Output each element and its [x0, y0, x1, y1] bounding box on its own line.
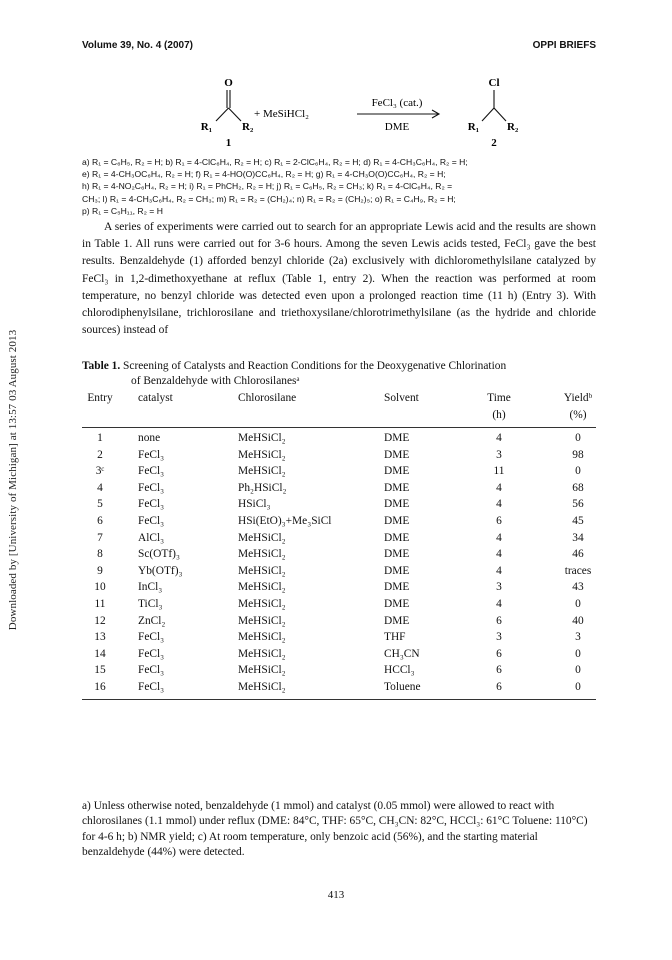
table-row — [82, 615, 596, 632]
cell-catalyst: TiCl₃ — [138, 597, 163, 610]
cell-chlorosilane: MeHSiCl₂ — [238, 680, 286, 693]
cell-entry: 16 — [94, 680, 106, 693]
cell-chlorosilane: MeHSiCl₂ — [238, 664, 286, 677]
cell-solvent: DME — [384, 465, 410, 478]
cell-yield: 3 — [575, 631, 581, 644]
bond-r1 — [216, 108, 229, 121]
cell-yield: 40 — [572, 614, 584, 627]
cell-solvent: DME — [384, 514, 410, 527]
cell-time: 4 — [496, 531, 502, 544]
substituent-line: a) R₁ = C₆H₅, R₂ = H; b) R₁ = 4-ClC₆H₄, R₂ = H; c) R₁ = 2-ClC₆H₄, R₂ = H; d) R₁ = 4-CH₃C₆H₄, R₂ = H; — [82, 157, 468, 167]
header-entry: Entry — [87, 392, 113, 404]
cell-solvent: THF — [384, 631, 406, 644]
cell-chlorosilane: MeHSiCl₂ — [238, 465, 286, 478]
cell-time: 11 — [493, 465, 505, 478]
cell-time: 6 — [496, 647, 502, 660]
table-body — [82, 432, 596, 698]
cell-catalyst: Sc(OTf)₃ — [138, 548, 180, 561]
body-paragraph: A series of experiments were carried out to search for an appropriate Lewis acid and the results are shown in Table 1. All runs were carried out for 3-6 hours. Among the seven Lewis acids tested, FeCl₃ gave the best results. Benzaldehyde (1) afforded benzyl chloride (2a) exclusively with dichloromethylsilane catalyzed by FeCl₃ in 1,2-dimethoxyethane at reflux (Table 1, entry 2). When the reaction was performed at room temperature, no benzyl chloride was detected even upon a prolonged reaction time (11 h) (Entry 3). With chlorodiphenylsilane, trichlorosilane and triethoxysilane/chlorotrimethylsilane (as the hydride and chloride sources) instead of — [82, 221, 596, 337]
bond-product-r1 — [482, 108, 494, 121]
cell-entry: 11 — [94, 597, 106, 610]
table-label: Table 1. — [82, 360, 121, 372]
cell-chlorosilane: MeHSiCl₂ — [238, 647, 286, 660]
table-units-row — [82, 409, 596, 425]
journal-volume: Volume 39, No. 4 (2007) — [82, 40, 193, 51]
bottom-rule — [82, 699, 596, 700]
cell-chlorosilane: MeHSiCl₂ — [238, 614, 286, 627]
bond-product-r2 — [494, 108, 506, 121]
reactant-r1: R₁ — [200, 121, 212, 133]
product-r1: R₁ — [467, 121, 479, 133]
header-yield: Yieldᵇ — [563, 392, 593, 404]
cell-chlorosilane: MeHSiCl₂ — [238, 548, 286, 561]
cell-chlorosilane: MeHSiCl₂ — [238, 531, 286, 544]
cell-chlorosilane: MeHSiCl₂ — [238, 448, 286, 461]
cell-chlorosilane: Ph₂HSiCl₂ — [238, 481, 287, 494]
substituent-line: p) R₁ = C₅H₁₁, R₂ = H — [82, 205, 163, 216]
cell-chlorosilane: HSi(EtO)₃+Me₃SiCl — [238, 514, 332, 527]
cell-chlorosilane: MeHSiCl₂ — [238, 581, 286, 594]
substituent-line: h) R₁ = 4-NO₂C₆H₄, R₂ = H; i) R₁ = PhCH₂, R₂ = H; j) R₁ = C₆H₅, R₂ = CH₃; k) R₁ = 4-ClC₆H₄, R₂ = — [82, 181, 453, 192]
table-row — [82, 581, 596, 598]
cell-catalyst: FeCl₃ — [138, 680, 165, 693]
header-solvent: Solvent — [384, 392, 419, 404]
cell-entry: 3ᶜ — [95, 465, 105, 478]
cell-yield: 45 — [572, 514, 584, 527]
header-time: Time — [487, 392, 511, 404]
cell-solvent: DME — [384, 531, 410, 544]
cell-chlorosilane: MeHSiCl₂ — [238, 432, 286, 444]
yield-unit: (%) — [569, 409, 587, 421]
cell-time: 4 — [496, 498, 502, 511]
cell-yield: 0 — [575, 680, 581, 693]
table-row — [82, 548, 596, 565]
cell-yield: 98 — [572, 448, 584, 461]
cell-entry: 12 — [94, 614, 106, 627]
header-chlorosilane: Chlorosilane — [238, 392, 297, 404]
cell-time: 6 — [496, 680, 502, 693]
reactant-r2: R₂ — [242, 121, 254, 133]
cell-time: 4 — [496, 548, 502, 561]
table-row — [82, 498, 596, 515]
table-caption — [82, 359, 596, 389]
cell-time: 3 — [496, 448, 502, 461]
download-note: Downloaded by [University of Michigan] at 13:57 03 August 2013 — [7, 329, 20, 631]
cell-solvent: DME — [384, 564, 410, 577]
cell-time: 4 — [496, 432, 502, 444]
table-header-row — [82, 392, 596, 409]
cell-time: 6 — [496, 614, 502, 627]
cell-catalyst: FeCl₃ — [138, 514, 165, 527]
cell-yield: 0 — [575, 647, 581, 660]
table-row — [82, 631, 596, 648]
header-catalyst: catalyst — [138, 392, 173, 404]
cell-solvent: DME — [384, 448, 410, 461]
substituent-list — [82, 156, 596, 217]
cell-catalyst: ZnCl₂ — [138, 614, 166, 627]
cell-yield: traces — [564, 564, 592, 577]
cell-catalyst: AlCl₃ — [138, 531, 165, 544]
table-row — [82, 482, 596, 499]
table-row — [82, 449, 596, 466]
table-row — [82, 465, 596, 482]
cell-entry: 2 — [97, 448, 103, 461]
download-watermark — [0, 0, 26, 960]
cell-catalyst: Yb(OTf)₃ — [138, 564, 183, 577]
cell-solvent: DME — [384, 597, 410, 610]
header-rule — [82, 427, 596, 428]
cell-entry: 14 — [94, 647, 106, 660]
reaction-scheme — [82, 72, 596, 154]
cell-time: 4 — [496, 481, 502, 494]
table-row — [82, 598, 596, 615]
cell-chlorosilane: MeHSiCl₂ — [238, 564, 286, 577]
table-row — [82, 565, 596, 582]
cell-yield: 0 — [575, 432, 581, 444]
page-number: 413 — [327, 889, 345, 901]
reagent-label: + MeSiHCl₂ — [254, 108, 309, 120]
compound-2-label: 2 — [491, 137, 497, 149]
cell-catalyst: FeCl₃ — [138, 631, 165, 644]
chlorine-label: Cl — [488, 77, 500, 89]
cell-solvent: HCCl₃ — [384, 664, 415, 677]
cell-chlorosilane: MeHSiCl₂ — [238, 631, 286, 644]
oxygen-label: O — [224, 77, 233, 89]
cell-yield: 46 — [572, 548, 584, 561]
reaction-scheme-drawing — [82, 72, 596, 154]
cell-catalyst: FeCl₃ — [138, 664, 165, 677]
substituent-line: e) R₁ = 4-CH₃OC₆H₄, R₂ = H; f) R₁ = 4-HO(O)CC₆H₄, R₂ = H; g) R₁ = 4-CH₃O(O)CC₆H₄, R₂ = H; — [82, 169, 446, 180]
table-row — [82, 532, 596, 549]
cell-time: 6 — [496, 514, 502, 527]
compound-1-label: 1 — [225, 137, 232, 149]
cell-solvent: CH₃CN — [384, 647, 420, 660]
cell-solvent: DME — [384, 548, 410, 561]
cell-yield: 56 — [572, 498, 584, 511]
table-row — [82, 515, 596, 532]
cell-entry: 6 — [97, 514, 103, 527]
cell-solvent: Toluene — [384, 680, 421, 693]
cell-yield: 0 — [575, 465, 581, 478]
cell-catalyst: FeCl₃ — [138, 481, 165, 494]
cell-time: 4 — [496, 597, 502, 610]
journal-section: OPPI BRIEFS — [532, 40, 596, 51]
table-row — [82, 648, 596, 665]
cell-catalyst: none — [138, 432, 161, 444]
table-row — [82, 681, 596, 698]
cell-yield: 34 — [572, 531, 584, 544]
substituent-line: CH₃; l) R₁ = 4-CH₃C₆H₄, R₂ = CH₃; m) R₁ = R₂ = (CH₂)₄; n) R₁ = R₂ = (CH₂)₅; o) R₁ = C₄H₉, R₂ = H; — [82, 193, 456, 204]
cell-entry: 4 — [97, 481, 103, 494]
bond-r2 — [229, 108, 242, 121]
cell-entry: 15 — [94, 664, 106, 677]
cell-entry: 10 — [94, 581, 106, 594]
cell-solvent: DME — [384, 498, 410, 511]
caption-text-2: of Benzaldehyde with Chlorosilanesᵃ — [131, 375, 300, 387]
cell-entry: 13 — [94, 631, 106, 644]
catalyst-label: FeCl₃ (cat.) — [371, 97, 423, 109]
cell-time: 3 — [496, 581, 502, 594]
cell-catalyst: FeCl₃ — [138, 448, 165, 461]
solvent-label: DME — [384, 121, 410, 133]
cell-time: 6 — [496, 664, 502, 677]
table-footnotes: a) Unless otherwise noted, benzaldehyde (1 mmol) and catalyst (0.05 mmol) were allowed to react with chlorosilanes (1.1 mmol) under reflux (DME: 84°C, THF: 65°C, CH₃CN: 82°C, HCCl₃: 61°C Toluene: 110°C) for 4-6 h; b) NMR yield; c) At room temperature, only benzoic acid (56%), and the starting material benzaldehyde (44%) were detected. — [82, 800, 588, 859]
cell-chlorosilane: MeHSiCl₂ — [238, 597, 286, 610]
cell-solvent: DME — [384, 581, 410, 594]
cell-entry: 8 — [97, 548, 103, 561]
results-table — [82, 392, 596, 704]
cell-solvent: DME — [384, 481, 410, 494]
cell-entry: 5 — [97, 498, 103, 511]
table-row — [82, 432, 596, 449]
cell-solvent: DME — [384, 614, 410, 627]
cell-entry: 9 — [97, 564, 103, 577]
cell-entry: 7 — [97, 531, 103, 544]
cell-yield: 0 — [575, 597, 581, 610]
table-row — [82, 664, 596, 681]
cell-catalyst: InCl₃ — [138, 581, 163, 594]
cell-yield: 0 — [575, 664, 581, 677]
cell-yield: 43 — [572, 581, 584, 594]
cell-time: 4 — [496, 564, 502, 577]
cell-solvent: DME — [384, 432, 410, 444]
time-unit: (h) — [492, 409, 506, 421]
caption-text: Screening of Catalysts and Reaction Conditions for the Deoxygenative Chlorination — [120, 360, 507, 372]
cell-catalyst: FeCl₃ — [138, 647, 165, 660]
cell-catalyst: FeCl₃ — [138, 498, 165, 511]
cell-chlorosilane: HSiCl₃ — [238, 498, 271, 511]
product-r2: R₂ — [507, 121, 519, 133]
cell-time: 3 — [496, 631, 502, 644]
cell-entry: 1 — [97, 432, 103, 444]
cell-yield: 68 — [572, 481, 584, 494]
cell-catalyst: FeCl₃ — [138, 465, 165, 478]
